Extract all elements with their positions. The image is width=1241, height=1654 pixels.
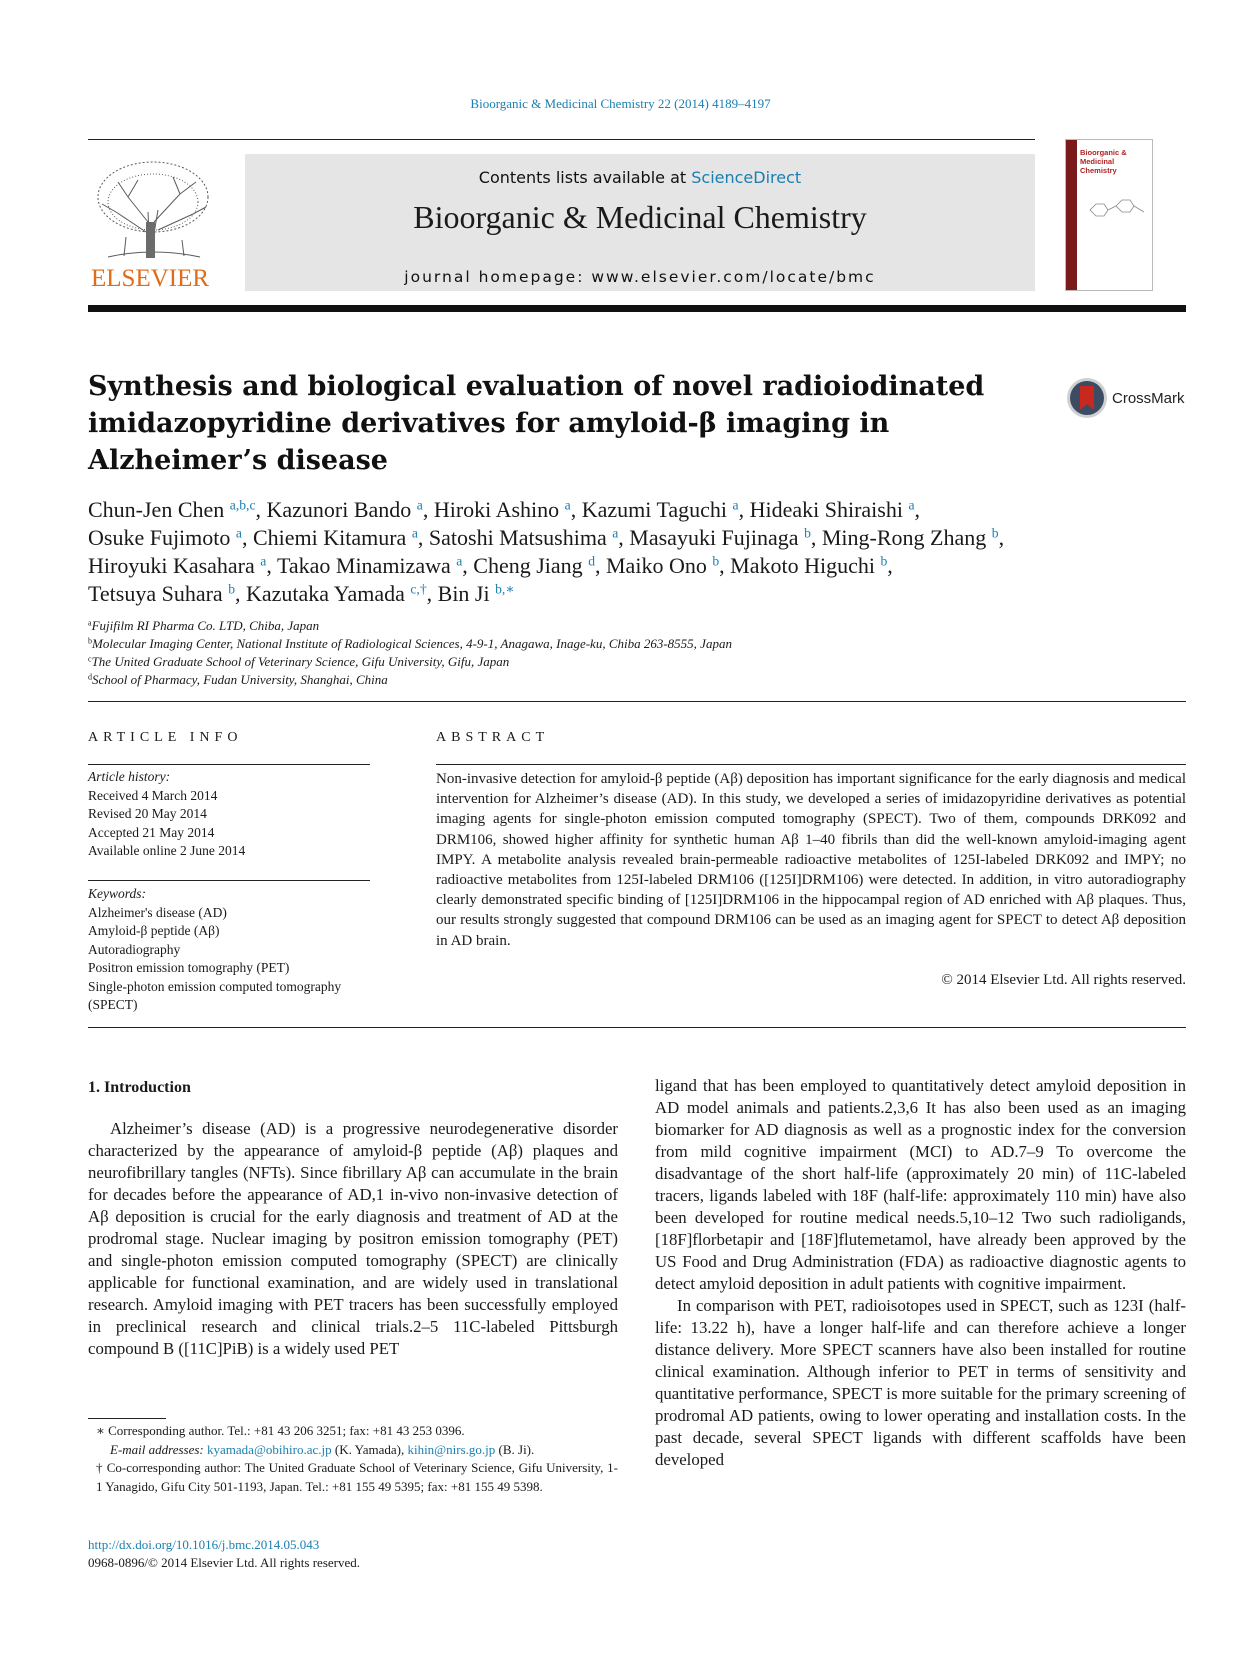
author: Kazumi Taguchi $^a$,	[581, 497, 750, 522]
article-title: Synthesis and biological evaluation of novel radioiodinated imidazopyridine derivatives for amyloid-β imaging in Alzheimer’s disease	[88, 371, 985, 476]
abstract-copyright: © 2014 Elsevier Ltd. All rights reserved.	[941, 972, 1186, 988]
footnote-rule	[88, 1418, 166, 1419]
author: Takao Minamizawa $^a$,	[276, 553, 474, 578]
paragraph: ligand that has been employed to quantitatively detect amyloid deposition in AD model animals and patients.2,3,6 It has also been used as an imaging biomarker for AD diagnosis as well as a prognostic index for the conversion from mild cognitive impairment (MCI) to AD.7–9 To overcome the disadvantage of the short half-life (approximately 20 min) of 11C-labeled tracers, ligands labeled with 18F (half-life: approximately 110 min) have also been developed for routine medical needs.5,10–12 Two such radioligands, [18F]florbetapir and [18F]flutemetamol, have already been approved by the US Food and Drug Administration (FDA) as radioactive diagnostic agents to detect amyloid deposition in adult patients with cognitive impairment.	[655, 1076, 1186, 1293]
email-line	[88, 1441, 618, 1460]
header-divider	[88, 139, 1035, 140]
paragraph: In comparison with PET, radioisotopes used in SPECT, such as 123I (half-life: 13.22 h), have a longer half-life and can therefore achieve a longer distance delivery. More SPECT scanners have also been installed for routine clinical examination. Although inferior to PET in terms of sensitivity and quantitative performance, SPECT is more suitable for the primary screening of prodromal AD patients, owing to lower operating and installation costs. In the past decade, several SPECT ligands with different scaffolds have been developed	[655, 1296, 1186, 1469]
article-info-rule	[88, 764, 370, 765]
elsevier-wordmark: ELSEVIER	[91, 265, 210, 292]
email-link[interactable]: kihin@nirs.go.jp	[407, 1441, 496, 1457]
author: Maiko Ono $^b$,	[606, 553, 731, 578]
cover-molecule-art	[1082, 190, 1150, 230]
co-corresponding-note: † Co-corresponding author: The United Graduate School of Veterinary Science, Gifu University, 1-1 Yanagido, Gifu City 501-1193, Japan. Tel.: +81 155 49 5395; fax: +81 155 49 5398.	[96, 1460, 618, 1494]
abstract-text: Non-invasive detection for amyloid-β peptide (Aβ) deposition has important significance for the early diagnosis and medical intervention for Alzheimer’s disease (AD). In this study, we developed a series of imidazopyridine derivatives as potential imaging agents for single-photon emission computed tomography (SPECT). Two of them, compounds DRK092 and DRM106, showed higher affinity for synthetic human Aβ 1–40 fibrils than did the well-known amyloid-imaging agent IMPY. A metabolite analysis revealed brain-permeable radioactive metabolites of 125I-labeled DRK092 and IMPY; no radioactive metabolites from 125I-labeled DRM106 ([125I]DRM106) were detected. In addition, in vitro autoradiography clearly demonstrated specific binding of [125I]DRM106 in the hippocampal region of AD enriched with Aβ plaques. Thus, our results strongly suggested that compound DRM106 can be used as an imaging agent for SPECT to detect Aβ deposition in AD brain.	[436, 771, 1186, 949]
contents-line	[245, 168, 1035, 187]
keywords-label: Keywords:	[88, 886, 146, 901]
affiliation: $^b$Molecular Imaging Center, National Institute of Radiological Sciences, 4-9-1, Anagawa, Inage-ku, Chiba 263-8555, Japan	[88, 636, 732, 651]
author: Kazunori Bando $^a$,	[266, 497, 434, 522]
keyword: Single-photon emission computed tomography (SPECT)	[88, 978, 342, 1012]
email-owner: (B. Ji).	[498, 1441, 535, 1457]
author: Tetsuya Suhara $^b$,	[88, 581, 247, 606]
author-list	[88, 496, 1188, 608]
email-link[interactable]: kyamada@obihiro.ac.jp	[207, 1441, 332, 1457]
history-item: Accepted 21 May 2014	[88, 824, 215, 840]
abstract-rule	[436, 764, 1186, 765]
history-item: Available online 2 June 2014	[88, 843, 246, 858]
author: Satoshi Matsushima $^a$,	[428, 525, 630, 550]
author: Osuke Fujimoto $^a$,	[88, 525, 253, 550]
author: Cheng Jiang $^d$,	[473, 553, 606, 578]
email-label: E-mail addresses:	[110, 1441, 204, 1457]
corresponding-author-note: ∗ Corresponding author. Tel.: +81 43 206 3251; fax: +81 43 253 0396.	[96, 1423, 465, 1438]
affiliation: $^c$The United Graduate School of Veterinary Science, Gifu University, Gifu, Japan	[88, 654, 510, 669]
email-owner: (K. Yamada),	[334, 1441, 405, 1457]
author: Ming-Rong Zhang $^b$,	[821, 525, 1005, 550]
contents-prefix: Contents lists available at	[478, 168, 692, 187]
history-label: Article history:	[88, 769, 171, 784]
author: Hiroyuki Kasahara $^a$,	[88, 553, 277, 578]
author: Chun-Jen Chen $^{a,b,c}$,	[88, 497, 267, 522]
keyword: Positron emission tomography (PET)	[88, 960, 290, 975]
journal-title: Bioorganic & Medicinal Chemistry	[413, 199, 867, 235]
crossmark-icon	[1065, 376, 1109, 420]
author: Chiemi Kitamura $^a$,	[252, 525, 429, 550]
keywords-rule	[88, 880, 370, 881]
keywords	[88, 885, 378, 1015]
body-column-left	[88, 1118, 618, 1360]
crossmark-label[interactable]: CrossMark	[1112, 390, 1185, 407]
author: Kazutaka Yamada $^{c,\dagger}$,	[246, 581, 438, 606]
abstract-heading: ABSTRACT	[436, 730, 550, 745]
article-history	[88, 768, 378, 861]
author: Hiroki Ashino $^a$,	[433, 497, 582, 522]
keyword: Autoradiography	[88, 941, 181, 957]
paragraph: Alzheimer’s disease (AD) is a progressive neurodegenerative disorder characterized by the appearance of amyloid-β peptide (Aβ) plaques and neurofibrillary tangles (NFTs). Since fibrillary Aβ can accumulate in the brain for decades before the appearance of AD,1 in-vivo non-invasive detection of Aβ deposition is crucial for the early diagnosis and treatment of AD at the prodromal stage. Nuclear imaging by positron emission tomography (PET) and single-photon emission computed tomography (SPECT) are clinically applicable for functional examination, and are widely used in translational research. Amyloid imaging with PET tracers has been successfully employed in preclinical research and clinical trials.2–5 11C-labeled Pittsburgh compound B ([11C]PiB) is a widely used PET	[88, 1119, 618, 1358]
sciencedirect-link[interactable]: ScienceDirect	[691, 168, 802, 187]
keyword: Amyloid-β peptide (Aβ)	[88, 923, 220, 938]
journal-homepage[interactable]: journal homepage: www.elsevier.com/locate/bmc	[404, 268, 876, 286]
journal-cover-thumbnail	[1065, 139, 1153, 291]
body-column-right	[655, 1075, 1186, 1471]
footnotes	[88, 1422, 618, 1496]
elsevier-logo	[88, 152, 218, 292]
doi-link[interactable]: http://dx.doi.org/10.1016/j.bmc.2014.05.043	[88, 1537, 320, 1552]
keyword: Alzheimer's disease (AD)	[88, 904, 227, 920]
affiliation: $^a$Fujifilm RI Pharma Co. LTD, Chiba, Japan	[88, 618, 320, 633]
history-item: Received 4 March 2014	[88, 787, 218, 803]
affiliations	[88, 617, 1088, 689]
author: Masayuki Fujinaga $^b$,	[629, 525, 822, 550]
header-thick-rule	[88, 305, 1186, 312]
author: Makoto Higuchi $^b$,	[730, 553, 893, 578]
article-info-heading: ARTICLE INFO	[88, 730, 243, 745]
section-heading: 1. Introduction	[88, 1079, 191, 1096]
author: Bin Ji $^{b,∗}$	[437, 581, 515, 606]
cover-title: Bioorganic & Medicinal Chemistry	[1080, 148, 1127, 175]
journal-citation[interactable]: Bioorganic & Medicinal Chemistry 22 (2014) 4189–4197	[470, 96, 771, 111]
journal-banner	[245, 154, 1035, 291]
affiliation: $^d$School of Pharmacy, Fudan University, Shanghai, China	[88, 672, 388, 687]
author: Hideaki Shiraishi $^a$,	[749, 497, 921, 522]
issn-line: 0968-0896/© 2014 Elsevier Ltd. All rights reserved.	[88, 1555, 360, 1570]
abstract-divider	[88, 1027, 1186, 1028]
history-item: Revised 20 May 2014	[88, 806, 207, 821]
cover-strip	[1066, 140, 1077, 290]
affiliation-divider	[88, 701, 1186, 702]
doi-block	[88, 1536, 618, 1572]
